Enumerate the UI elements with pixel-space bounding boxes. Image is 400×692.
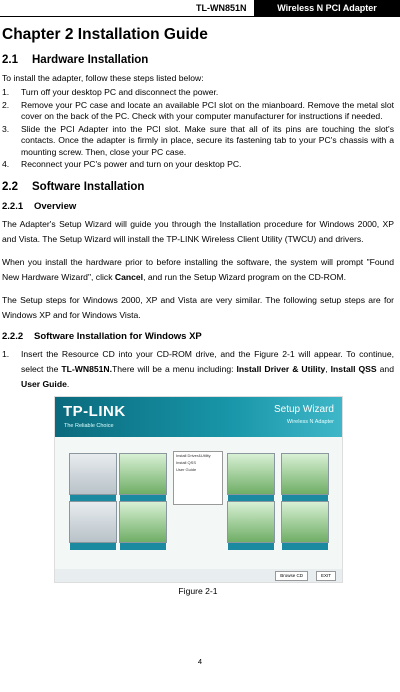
tp-link-logo: TP-LINK xyxy=(63,402,126,420)
step-text: Remove your PC case and locate an available PCI slot on the mianboard. Remove the metal slot cover on the back of the PC. Check with your computer manufacturer for instructions if needed. xyxy=(21,99,394,121)
subsection-title: Software Installation for Windows XP xyxy=(34,330,202,342)
menu-item-install-driver[interactable]: Install Driver&Utility xyxy=(176,452,211,458)
list-item xyxy=(2,347,394,392)
browse-cd-button[interactable]: Browse CD xyxy=(275,571,308,581)
menu-emphasis: User Guide xyxy=(21,378,67,389)
cancel-emphasis: Cancel xyxy=(114,271,144,282)
card-label xyxy=(282,543,328,550)
step-text: Turn off your desktop PC and disconnect the power. xyxy=(21,87,219,97)
adapter-card-image[interactable] xyxy=(69,453,117,495)
step-text: Reconnect your PC's power and turn on your desktop PC. xyxy=(21,159,242,169)
wizard-bottom-bar xyxy=(55,569,342,582)
adapter-card-image[interactable] xyxy=(119,453,167,495)
text-run: There will be a menu including: xyxy=(112,363,237,374)
xp-steps xyxy=(2,347,394,392)
adapter-card-image[interactable] xyxy=(69,501,117,543)
subsection-title: Overview xyxy=(34,200,77,212)
wizard-subtitle: Wireless N Adapter xyxy=(286,418,334,425)
section-number: 2.1 xyxy=(2,54,18,66)
text-run: , xyxy=(325,363,331,374)
text-run: Insert the Resource CD into your CD-ROM drive, and the Figure 2-1 will appear. To continue, select the xyxy=(21,348,394,374)
exit-button[interactable]: EXIT xyxy=(316,571,336,581)
hardware-steps xyxy=(2,87,394,171)
chapter-title: Chapter 2 Installation Guide xyxy=(2,26,208,43)
section-heading-hardware xyxy=(2,54,394,66)
step-number: 1. xyxy=(2,87,10,97)
wizard-banner xyxy=(55,397,342,437)
logo-slogan: The Reliable Choice xyxy=(64,422,114,429)
model-emphasis: TL-WN851N. xyxy=(61,363,113,374)
menu-item-user-guide[interactable]: User Guide xyxy=(176,466,197,472)
page-number: 4 xyxy=(197,657,203,666)
list-item xyxy=(2,124,394,159)
overview-paragraph-1: The Adapter's Setup Wizard will guide you through the Installation procedure for Windows 2000, XP and Vista. The Setup Wizard will install the TP-LINK Wireless Client Utility (TWCU) and drivers. xyxy=(2,218,394,244)
page-content xyxy=(0,18,394,596)
list-item xyxy=(2,159,394,171)
text-run: , and run the Setup Wizard program on the CD-ROM. xyxy=(143,271,347,282)
step-number: 1. xyxy=(2,348,10,359)
step-number: 3. xyxy=(2,123,10,134)
page-header xyxy=(0,0,400,17)
overview-paragraph-2 xyxy=(2,255,394,285)
hardware-intro: To install the adapter, follow these steps listed below: xyxy=(2,73,204,83)
wizard-title: Setup Wizard xyxy=(273,403,334,415)
figure-caption: Figure 2-1 xyxy=(178,585,218,596)
step-text: Slide the PCI Adapter into the PCI slot. Make sure that all of its pins are touching the slot's contacts. Once the adapter is firmly in place, secure its fastening tab to your PC's chassis with a mounting screw. Then, close your PC case. xyxy=(21,123,394,157)
adapter-card-image[interactable] xyxy=(227,501,275,543)
section-title: Hardware Installation xyxy=(32,54,149,66)
text-run: . xyxy=(66,378,70,389)
step-number: 2. xyxy=(2,99,10,110)
adapter-card-image[interactable] xyxy=(281,453,329,495)
wizard-menu xyxy=(173,451,223,505)
subsection-number: 2.2.2 xyxy=(2,330,24,342)
menu-item-install-qss[interactable]: Install QSS xyxy=(176,459,197,465)
section-number: 2.2 xyxy=(2,180,18,193)
text-run: and xyxy=(376,363,394,374)
header-rule xyxy=(0,16,254,17)
adapter-card-image[interactable] xyxy=(227,453,275,495)
setup-wizard-figure xyxy=(54,396,343,583)
subsection-number: 2.2.1 xyxy=(2,200,24,212)
section-title: Software Installation xyxy=(32,180,145,193)
menu-emphasis: Install Driver & Utility xyxy=(236,363,326,374)
card-label xyxy=(70,543,116,550)
list-item xyxy=(2,87,394,99)
menu-emphasis: Install QSS xyxy=(330,363,377,374)
overview-paragraph-3: The Setup steps for Windows 2000, XP and Vista are very similar. The following setup steps are for Windows XP and for Windows Vista. xyxy=(2,294,394,320)
subsection-heading-overview xyxy=(2,201,394,212)
subsection-heading-xp xyxy=(2,331,394,342)
card-label xyxy=(228,543,274,550)
card-label xyxy=(120,543,166,550)
header-product: Wireless N PCI Adapter xyxy=(254,0,400,17)
step-number: 4. xyxy=(2,159,10,169)
wizard-body xyxy=(55,437,342,582)
header-model: TL-WN851N xyxy=(196,3,247,13)
text-run: When you install the hardware prior to before installing the software, the system will prompt "Found New Hardware Wizard", click xyxy=(2,256,394,282)
list-item xyxy=(2,100,394,123)
adapter-card-image[interactable] xyxy=(281,501,329,543)
adapter-card-image[interactable] xyxy=(119,501,167,543)
section-heading-software xyxy=(2,181,394,193)
